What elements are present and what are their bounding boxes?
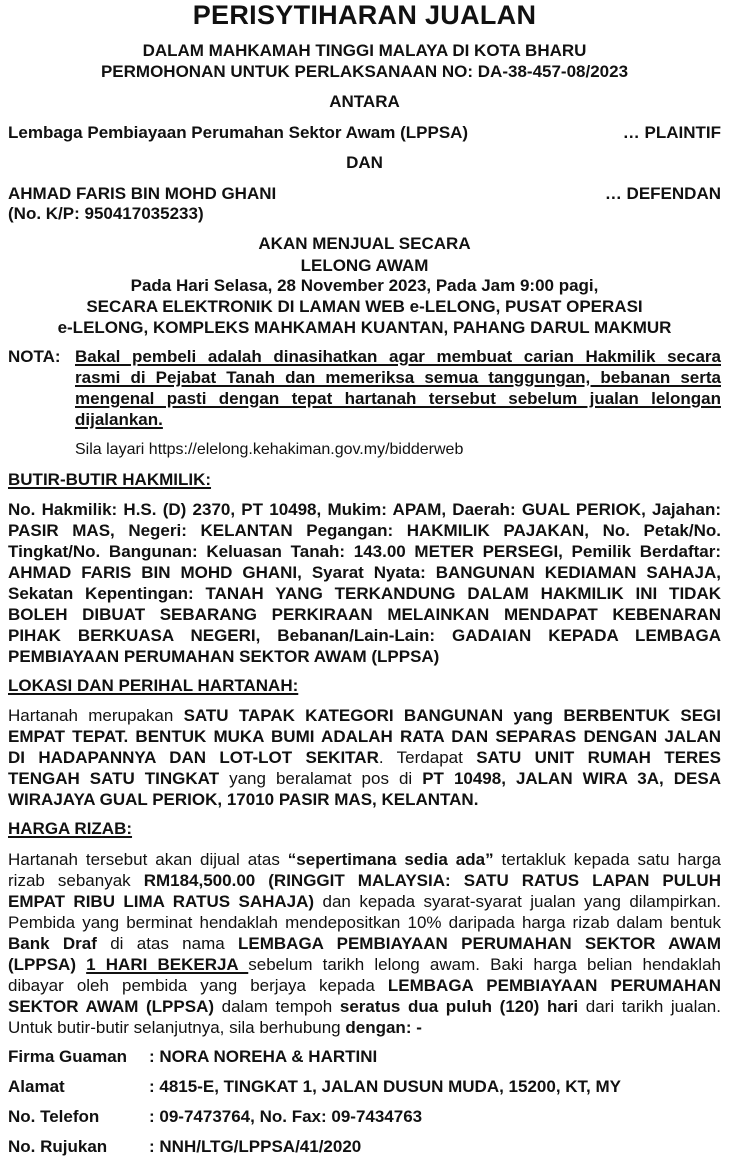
harga-line: Bank Draf di atas nama LEMBAGA PEMBIAYAAN PERUMAHAN SEKTOR AWAM — [8, 934, 721, 953]
lokasi-line: DI HADAPANNYA DAN LOT-LOT SEKITAR. Terdapat SATU UNIT RUMAH TERES — [8, 748, 721, 767]
contact-row-firm — [8, 1047, 721, 1069]
contact-label: Firma Guaman — [8, 1047, 128, 1066]
contact-value: : 09-7473764, No. Fax: 09-7434763 — [149, 1107, 423, 1126]
auction-venue-2: e-LELONG, KOMPLEKS MAHKAMAH KUANTAN, PAHANG DARUL MAKMUR — [57, 318, 672, 337]
plaintiff-role: … PLAINTIF — [622, 123, 721, 142]
harga-heading: HARGA RIZAB: — [8, 819, 133, 838]
contact-value: : 4815-E, TINGKAT 1, JALAN DUSUN MUDA, 15200, KT, MY — [149, 1077, 621, 1096]
nota-line: dijalankan. — [75, 410, 163, 429]
plaintiff-name: Lembaga Pembiayaan Perumahan Sektor Awam (LPPSA) — [8, 123, 469, 142]
contact-label: No. Telefon — [8, 1107, 100, 1126]
defendant-row — [8, 184, 721, 204]
nota-line: rasmi di Pejabat Tanah dan memeriksa semua tanggungan, bebanan serta — [75, 368, 721, 387]
nota-label: NOTA: — [8, 347, 61, 366]
application-number: PERMOHONAN UNTUK PERLAKSANAAN NO: DA-38-457-08/2023 — [100, 62, 629, 81]
lokasi-heading: LOKASI DAN PERIHAL HARTANAH: — [8, 676, 299, 695]
contact-value: : NNH/LTG/LPPSA/41/2020 — [149, 1137, 362, 1156]
plaintiff-row — [8, 123, 721, 143]
nota-line: mengenal pasti dengan tepat hartanah tersebut sebelum jualan lelongan — [75, 389, 721, 408]
contact-label: Alamat — [8, 1077, 65, 1096]
court-name: DALAM MAHKAMAH TINGGI MALAYA DI KOTA BHARU — [142, 41, 587, 60]
harga-line: SEKTOR AWAM (LPPSA) dalam tempoh seratus dua puluh (120) hari dari tarikh jualan. — [8, 997, 721, 1016]
auction-venue-1: SECARA ELEKTRONIK DI LAMAN WEB e-LELONG, PUSAT OPERASI — [86, 297, 643, 316]
contact-label: No. Rujukan — [8, 1137, 108, 1156]
lokasi-line: TENGAH SATU TINGKAT yang beralamat pos di PT 10498, JALAN WIRA 3A, DESA — [8, 769, 722, 788]
website-link[interactable]: Sila layari https://elelong.kehakiman.gov.my/bidderweb — [75, 441, 464, 458]
hakmilik-line: PASIR MAS, Negeri: KELANTAN Pegangan: HAKMILIK PAJAKAN, No. Petak/No. — [8, 521, 721, 540]
auction-line-1: AKAN MENJUAL SECARA — [258, 234, 471, 253]
auction-line-2: LELONG AWAM — [300, 256, 429, 275]
hakmilik-line: No. Hakmilik: H.S. (D) 2370, PT 10498, Mukim: APAM, Daerah: GUAL PERIOK, Jajahan: — [8, 500, 721, 519]
hakmilik-line: AHMAD FARIS BIN MOHD GHANI, Syarat Nyata: BANGUNAN KEDIAMAN SAHAJA, — [8, 563, 721, 582]
auction-date: Pada Hari Selasa, 28 November 2023, Pada Jam 9:00 pagi, — [130, 276, 599, 295]
harga-line: Untuk butir-butir selanjutnya, sila berhubung dengan: - — [8, 1018, 422, 1037]
contact-row-phone — [8, 1107, 721, 1129]
harga-line: Hartanah tersebut akan dijual atas “sepertimana sedia ada” tertakluk kepada satu harga — [8, 850, 721, 869]
hakmilik-line: PEMBIAYAAN PERUMAHAN SEKTOR AWAM (LPPSA) — [8, 647, 440, 666]
contact-row-address — [8, 1077, 721, 1099]
hakmilik-line: Sekatan Kepentingan: TANAH YANG TERKANDUNG DALAM HAKMILIK INI TIDAK — [8, 584, 721, 603]
nota-line: Bakal pembeli adalah dinasihatkan agar membuat carian Hakmilik secara — [75, 347, 721, 366]
harga-line: rizab sebanyak RM184,500.00 (RINGGIT MALAYSIA: SATU RATUS LAPAN PULUH — [8, 871, 721, 890]
notice-title: PERISYTIHARAN JUALAN — [192, 0, 537, 30]
contact-value: : NORA NOREHA & HARTINI — [149, 1047, 378, 1066]
harga-line: EMPAT RIBU LIMA RATUS SAHAJA) dan kepada syarat-syarat jualan yang dilampirkan. — [8, 892, 721, 911]
between-label: ANTARA — [329, 92, 400, 111]
lokasi-line: Hartanah merupakan SATU TAPAK KATEGORI BANGUNAN yang BERBENTUK SEGI — [8, 706, 721, 725]
defendant-role: … DEFENDAN — [604, 184, 721, 203]
harga-line: (LPPSA) 1 HARI BEKERJA sebelum tarikh lelong awam. Baki harga belian hendaklah — [8, 955, 721, 974]
contact-row-reference — [8, 1137, 721, 1159]
hakmilik-line: Tingkat/No. Bangunan: Keluasan Tanah: 143.00 METER PERSEGI, Pemilik Berdaftar: — [8, 542, 721, 561]
hakmilik-heading: BUTIR-BUTIR HAKMILIK: — [8, 470, 212, 489]
harga-line: dibayar oleh pembida yang berjaya kepada LEMBAGA PEMBIAYAAN PERUMAHAN — [8, 976, 721, 995]
and-label: DAN — [346, 153, 383, 172]
harga-line: Pembida yang berminat hendaklah mendepositkan 10% daripada harga rizab dalam bentuk — [8, 913, 721, 932]
lokasi-line: EMPAT TEPAT. BENTUK MUKA BUMI ADALAH RATA DAN SEPARAS DENGAN JALAN — [8, 727, 721, 746]
defendant-ic: (No. K/P: 950417035233) — [8, 204, 204, 223]
defendant-name: AHMAD FARIS BIN MOHD GHANI — [8, 184, 277, 203]
hakmilik-line: PIHAK BERKUASA NEGERI, Bebanan/Lain-Lain: GADAIAN KEPADA LEMBAGA — [8, 626, 721, 645]
hakmilik-line: BOLEH DIBUAT SEBARANG PERKIRAAN MELAINKAN MENDAPAT KEBENARAN — [8, 605, 721, 624]
lokasi-line: WIRAJAYA GUAL PERIOK, 17010 PASIR MAS, KELANTAN. — [8, 790, 479, 809]
